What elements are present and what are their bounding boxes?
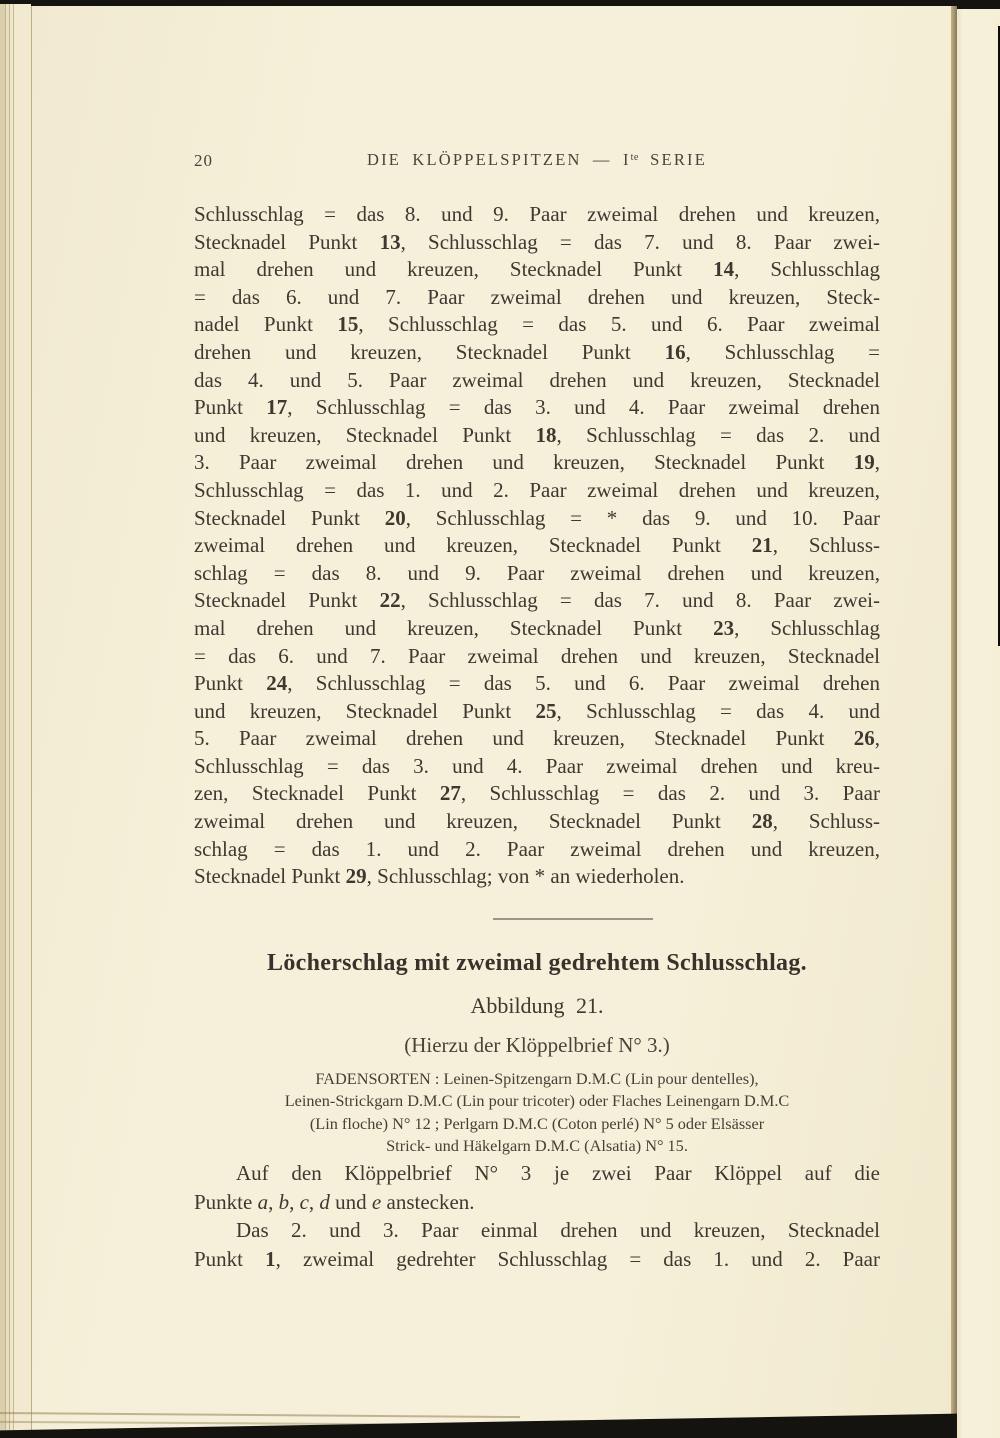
text-segment: 22 [379,588,401,613]
text-line [194,863,880,891]
text-line [194,1216,880,1244]
text-line [194,256,880,284]
setup-paragraph [194,1159,880,1216]
text-line [194,339,880,367]
text-segment: Punkt [194,1246,266,1271]
running-title-text-2: SERIE [638,150,708,169]
text-segment: 3. Paar zweimal drehen und kreuzen, Stecknadel Punkt [194,450,854,475]
text-segment: = das 6. und 7. Paar zweimal drehen und kreuzen, Stecknadel [194,643,880,668]
text-segment: schlag = das 8. und 9. Paar zweimal drehen und kreuzen, [194,560,880,585]
text-segment: nadel Punkt [194,312,338,337]
text-segment: zen, Stecknadel Punkt [194,781,440,806]
text-segment: drehen und kreuzen, Stecknadel Punkt [194,339,665,364]
text-line [194,284,880,312]
text-line [194,505,880,533]
text-segment: anstecken. [381,1189,475,1214]
text-segment: , zweimal gedrehter Schlusschlag = das 1. und 2. Paar [275,1246,880,1271]
text-line [194,698,880,726]
text-line [194,670,880,698]
text-segment: 18 [535,422,557,447]
text-segment: 29 [345,864,367,889]
text-segment: 24 [266,671,288,696]
text-line [194,808,880,836]
text-segment: c [299,1189,309,1214]
text-segment: , Schlusschlag = das 4. und [556,698,880,723]
text-segment: Punkte [194,1189,258,1214]
text-segment: und kreuzen, Stecknadel Punkt [194,422,536,447]
text-line [194,836,880,864]
text-line [194,1188,880,1216]
text-line [194,1159,880,1187]
text-segment: Das 2. und 3. Paar einmal drehen und kreuzen, Stecknadel [236,1218,880,1243]
text-line [194,1068,880,1090]
text-segment: , Schlusschlag; von * an wiederholen. [366,864,685,889]
text-segment: Strick- und Häkelgarn D.M.C (Alsatia) N° 15. [386,1136,688,1156]
text-segment: 26 [853,726,875,751]
pattern-sheet-note: (Hierzu der Klöppelbrief N° 3.) [404,1032,670,1057]
text-segment: FADENSORTEN : Leinen-Spitzengarn D.M.C (Lin pour dentelles), [315,1068,759,1088]
text-segment: Auf den Klöppelbrief N° 3 je zwei Paar Klöppel auf die [236,1161,880,1186]
text-segment: und [329,1189,372,1214]
text-segment: Stecknadel Punkt [194,229,380,254]
text-segment: , Schlusschlag [734,615,880,640]
text-line [194,780,880,808]
first-step-paragraph [194,1216,880,1273]
text-segment: b [278,1189,290,1214]
text-segment: Stecknadel Punkt [194,505,385,530]
text-segment: 13 [379,229,401,254]
text-segment: , Schlusschlag = das 2. und [556,422,880,447]
text-line [194,587,880,615]
text-segment: , Schlusschlag = [685,339,880,364]
text-segment: , [268,1189,279,1214]
text-segment: 27 [439,781,461,806]
text-segment: a [257,1189,269,1214]
text-segment: , Schlusschlag = * das 9. und 10. Paar [405,505,880,530]
text-line [194,615,880,643]
text-line [194,394,880,422]
text-segment: Punkt [194,395,267,420]
text-segment: mal drehen und kreuzen, Stecknadel Punkt [194,257,714,282]
text-segment: , Schlusschlag = das 5. und 6. Paar zweimal drehen [287,671,880,696]
text-segment: 23 [713,615,735,640]
text-segment: 28 [751,809,773,834]
text-segment: und kreuzen, Stecknadel Punkt [194,698,536,723]
thread-types-note [194,1068,880,1158]
text-segment: , Schlusschlag [734,257,880,282]
text-segment: Schlusschlag = das 8. und 9. Paar zweimal drehen und kreuzen, [194,202,880,226]
text-line [194,229,880,257]
text-segment: Stecknadel Punkt [194,864,346,889]
text-segment: 17 [266,395,288,420]
figure-reference: Abbildung 21. [470,992,604,1018]
text-segment: , Schluss- [772,533,880,558]
text-segment: Punkt [194,671,267,696]
text-segment: Stecknadel Punkt [194,588,380,613]
text-segment: , [874,726,880,751]
text-segment: 5. Paar zweimal drehen und kreuzen, Stecknadel Punkt [194,726,854,751]
text-line [194,449,880,477]
text-segment: d [319,1189,330,1214]
text-segment: 1 [265,1246,276,1271]
text-segment: mal drehen und kreuzen, Stecknadel Punkt [194,615,714,640]
running-title-superscript: te [630,152,639,163]
text-segment: , Schlusschlag = das 5. und 6. Paar zweimal [358,312,880,337]
text-segment: , [874,450,880,475]
text-line [194,1135,880,1157]
text-line [194,532,880,560]
text-line [194,477,880,505]
section-divider [493,918,653,920]
text-segment: , Schlusschlag = das 7. und 8. Paar zwei- [400,588,880,613]
text-segment: zweimal drehen und kreuzen, Stecknadel Punkt [194,533,752,558]
text-line [194,1245,880,1273]
text-segment: , Schlusschlag = das 2. und 3. Paar [460,781,880,806]
text-segment: zweimal drehen und kreuzen, Stecknadel Punkt [194,809,752,834]
book-page [31,6,951,1430]
text-segment: 19 [853,450,875,475]
text-segment: schlag = das 1. und 2. Paar zweimal drehen und kreuzen, [194,836,880,861]
text-segment: 21 [751,533,773,558]
text-line [194,1090,880,1112]
text-segment: Schlusschlag = das 1. und 2. Paar zweimal drehen und kreuzen, [194,477,880,502]
next-page-edge [957,9,1000,1438]
text-segment: , Schlusschlag = das 3. und 4. Paar zweimal drehen [287,395,880,420]
text-segment: 16 [664,339,686,364]
text-segment: 15 [337,312,359,337]
text-segment: , Schlusschlag = das 7. und 8. Paar zwei- [400,229,880,254]
text-segment: , Schluss- [772,809,880,834]
text-segment: , [289,1189,300,1214]
text-line [194,311,880,339]
text-line [194,560,880,588]
text-line [194,422,880,450]
text-line [194,643,880,671]
text-segment: (Lin floche) N° 12 ; Perlgarn D.M.C (Coton perlé) N° 5 oder Elsässer [309,1113,765,1133]
instructions-continued-paragraph [194,201,880,891]
page-number: 20 [194,151,213,170]
text-line [194,725,880,753]
page-edge-stack-left [0,4,31,1434]
text-segment: 20 [384,505,406,530]
text-segment: Schlusschlag = das 3. und 4. Paar zweimal drehen und kreu- [194,753,880,778]
text-segment: 25 [535,698,557,723]
text-segment: = das 6. und 7. Paar zweimal drehen und kreuzen, Steck- [194,284,880,309]
text-segment: 14 [713,257,735,282]
text-segment: e [371,1189,382,1214]
text-segment: , [308,1189,320,1214]
text-line [194,1113,880,1135]
running-title-text: DIE KLÖPPELSPITZEN — I [366,150,631,169]
text-segment: Leinen-Strickgarn D.M.C (Lin pour tricoter) oder Flaches Leinengarn D.M.C [284,1091,790,1111]
text-line [194,753,880,781]
section-heading: Löcherschlag mit zweimal gedrehtem Schlusschlag. [267,949,807,976]
text-line [194,367,880,395]
running-header [194,150,880,172]
text-segment: das 4. und 5. Paar zweimal drehen und kreuzen, Stecknadel [194,367,880,392]
running-title [194,150,880,170]
text-line [194,201,880,229]
